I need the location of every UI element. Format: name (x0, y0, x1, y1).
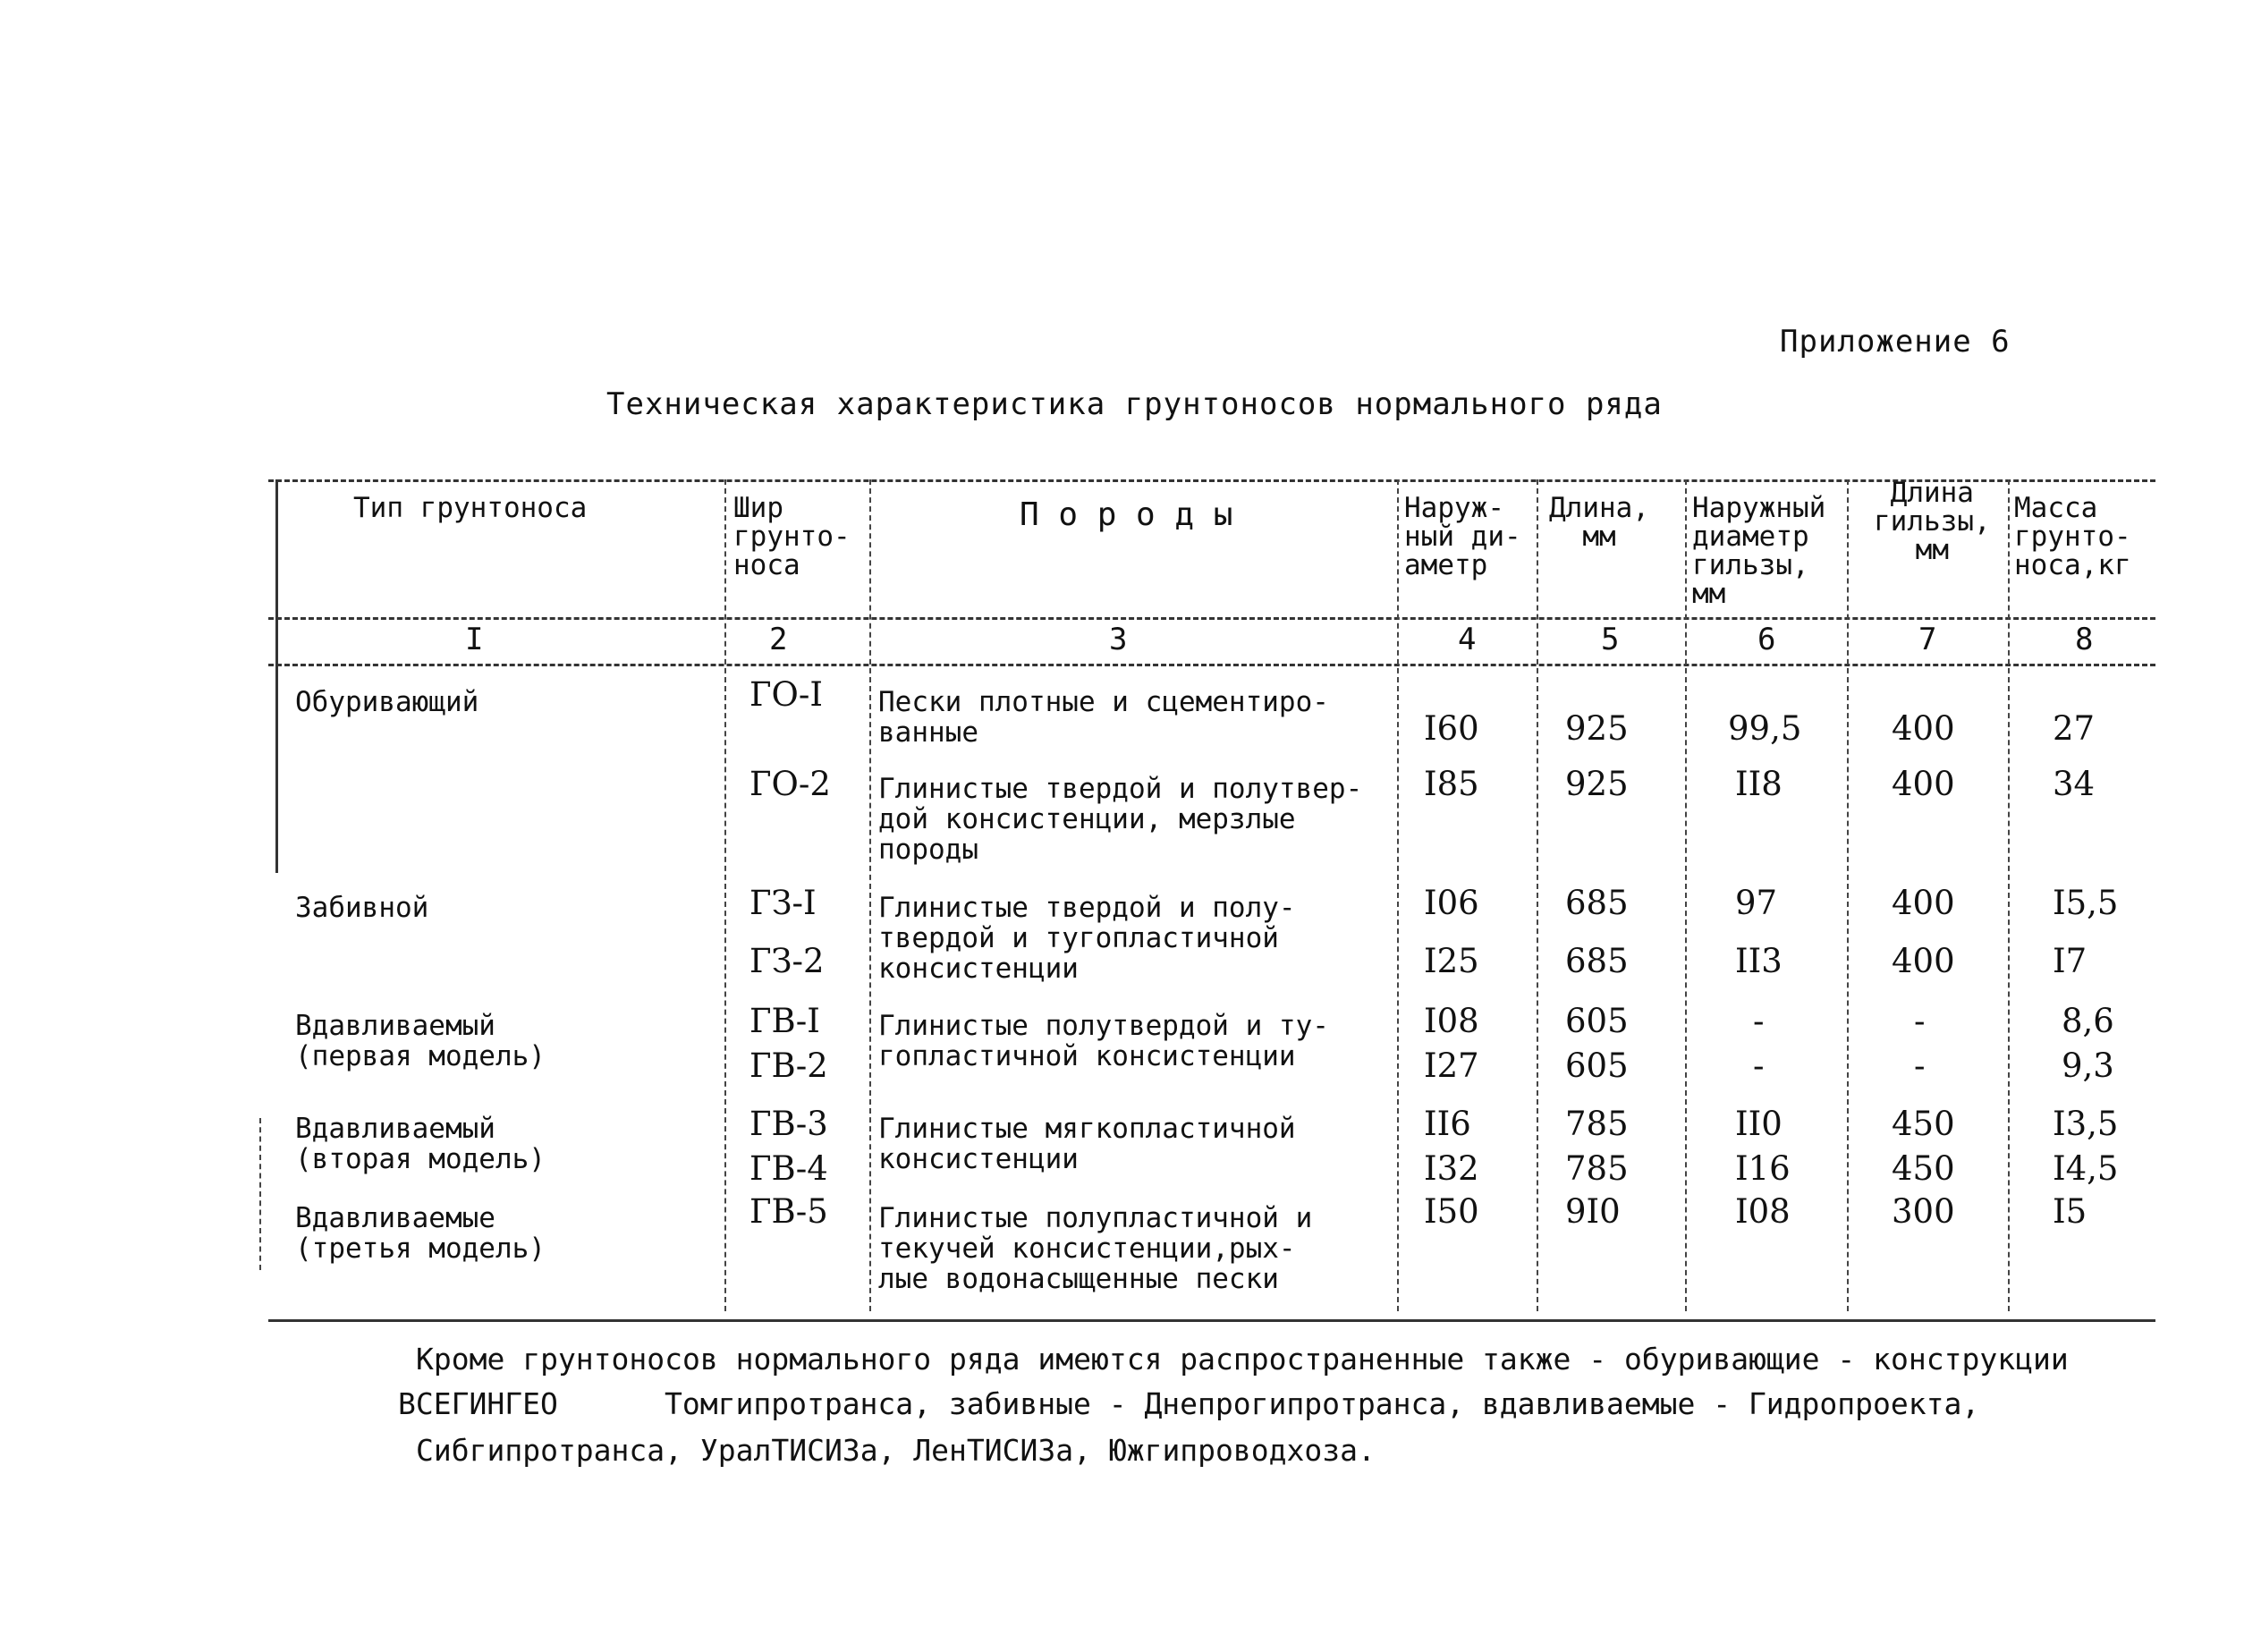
header-rocks: П о р о д ы (1020, 496, 1233, 533)
column-number: 2 (769, 622, 788, 657)
column-divider (2008, 479, 2010, 1311)
header-sleeve-diameter: Наружный диаметр гильзы, мм (1692, 492, 1826, 610)
row-length: 925 (1565, 709, 1629, 748)
header-outer-diameter: Наруж- ный ди- аметр (1404, 492, 1521, 581)
row-mass: I7 (2053, 942, 2087, 980)
row-type: Вдавливаемый (первая модель) (295, 1010, 546, 1072)
row-sleeve-length: 400 (1892, 884, 1955, 922)
row-type: Вдавливаемый (вторая модель) (295, 1113, 546, 1175)
row-sleeve-length: - (1914, 1002, 1926, 1040)
row-mass: 34 (2053, 765, 2096, 803)
row-sleeve-length: - (1914, 1046, 1926, 1085)
row-sleeve-length: 450 (1892, 1149, 1955, 1188)
column-divider (1847, 479, 1849, 1311)
row-mass: 8,6 (2062, 1002, 2114, 1040)
row-sleeve-diameter: I08 (1735, 1192, 1791, 1231)
document-title: Техническая характеристика грунтоносов нормального ряда (606, 386, 1663, 422)
header-mass: Масса грунто- носа,кг (2014, 492, 2131, 581)
row-mass: I3,5 (2053, 1105, 2119, 1143)
row-rocks: Глинистые твердой и полутвер- дой консистенции, мерзлые породы (878, 773, 1363, 866)
column-number: I (465, 622, 484, 657)
row-mass: 9,3 (2062, 1046, 2114, 1085)
row-outer-diameter: I50 (1424, 1192, 1479, 1231)
row-mass: I4,5 (2053, 1149, 2119, 1188)
row-code: ГЗ-I (749, 884, 817, 922)
row-outer-diameter: II6 (1424, 1105, 1471, 1143)
row-outer-diameter: I08 (1424, 1002, 1479, 1040)
row-outer-diameter: I25 (1424, 942, 1479, 980)
column-number: 7 (1918, 622, 1937, 657)
row-mass: 27 (2053, 709, 2096, 748)
row-sleeve-diameter: II8 (1735, 765, 1783, 803)
row-outer-diameter: I32 (1424, 1149, 1479, 1188)
row-rocks: Глинистые мягкопластичной консистенции (878, 1113, 1296, 1175)
row-rocks: Глинистые полупластичной и текучей консистенции,рых- лые водонасыщенные пески (878, 1202, 1313, 1295)
specs-table (268, 474, 2155, 1322)
row-code: ГВ-4 (749, 1149, 828, 1188)
column-number: 8 (2075, 622, 2094, 657)
row-outer-diameter: I27 (1424, 1046, 1479, 1085)
row-sleeve-diameter: I16 (1735, 1149, 1791, 1188)
column-divider (1397, 479, 1399, 1311)
row-mass: I5 (2053, 1192, 2087, 1231)
appendix-label: Приложение 6 (1780, 324, 2011, 360)
row-length: 925 (1565, 765, 1629, 803)
row-type: Вдавливаемые (третья модель) (295, 1202, 546, 1265)
row-sleeve-diameter: - (1753, 1046, 1765, 1085)
row-type: Обуривающий (295, 686, 479, 718)
row-sleeve-diameter: II0 (1735, 1105, 1783, 1143)
row-sleeve-diameter: - (1753, 1002, 1765, 1040)
row-sleeve-length: 300 (1892, 1192, 1955, 1231)
row-length: 685 (1565, 884, 1629, 922)
header-type: Тип грунтоноса (353, 492, 588, 524)
row-code: ГО-I (749, 675, 823, 714)
row-sleeve-length: 400 (1892, 709, 1955, 748)
column-number: 3 (1109, 622, 1128, 657)
row-length: 9I0 (1565, 1192, 1621, 1231)
header-length: Длина, мм (1549, 492, 1649, 553)
row-rocks: Пески плотные и сцементиро- ванные (878, 686, 1329, 749)
column-divider (869, 479, 871, 1311)
row-code: ГВ-2 (749, 1046, 828, 1085)
footnote-line: Сибгипротранса, УралТИСИЗа, ЛенТИСИЗа, Южгипроводхоза. (416, 1433, 1376, 1468)
column-number: 6 (1757, 622, 1776, 657)
column-number: 4 (1458, 622, 1477, 657)
row-sleeve-length: 400 (1892, 765, 1955, 803)
row-code: ГО-2 (749, 765, 831, 803)
header-bottom-rule (268, 617, 2155, 620)
numbers-bottom-rule (268, 664, 2155, 666)
header-code: Шир грунто- носа (733, 492, 851, 581)
row-sleeve-length: 400 (1892, 942, 1955, 980)
row-code: ГВ-I (749, 1002, 820, 1040)
table-top-rule (268, 479, 2155, 482)
row-type: Забивной (295, 892, 429, 924)
row-outer-diameter: I85 (1424, 765, 1479, 803)
header-sleeve-length: Длина гильзы, мм (1874, 477, 1991, 566)
row-rocks: Глинистые полутвердой и ту- гопластичной консистенции (878, 1010, 1329, 1072)
table-bottom-rule (268, 1319, 2155, 1322)
row-length: 685 (1565, 942, 1629, 980)
row-sleeve-diameter: II3 (1735, 942, 1783, 980)
row-length: 605 (1565, 1046, 1629, 1085)
row-length: 785 (1565, 1105, 1629, 1143)
table-left-border (275, 479, 278, 873)
row-outer-diameter: I06 (1424, 884, 1479, 922)
table-left-border-lower (259, 1118, 261, 1270)
row-sleeve-diameter: 97 (1735, 884, 1778, 922)
row-code: ГВ-5 (749, 1192, 828, 1231)
column-divider (724, 479, 726, 1311)
footnote-line: Кроме грунтоносов нормального ряда имеются распространенные также - обуривающие - конструкции (416, 1342, 2069, 1377)
row-outer-diameter: I60 (1424, 709, 1479, 748)
row-code: ГЗ-2 (749, 942, 825, 980)
row-length: 605 (1565, 1002, 1629, 1040)
row-code: ГВ-3 (749, 1105, 828, 1143)
row-sleeve-length: 450 (1892, 1105, 1955, 1143)
column-divider (1685, 479, 1687, 1311)
row-length: 785 (1565, 1149, 1629, 1188)
column-number: 5 (1601, 622, 1620, 657)
row-sleeve-diameter: 99,5 (1728, 709, 1802, 748)
column-divider (1537, 479, 1538, 1311)
footnote-line: ВСЕГИНГЕО Томгипротранса, забивные - Днепрогипротранса, вдавливаемые - Гидропроекта, (398, 1386, 1980, 1421)
row-rocks: Глинистые твердой и полу- твердой и тугопластичной консистенции (878, 892, 1296, 985)
row-mass: I5,5 (2053, 884, 2119, 922)
